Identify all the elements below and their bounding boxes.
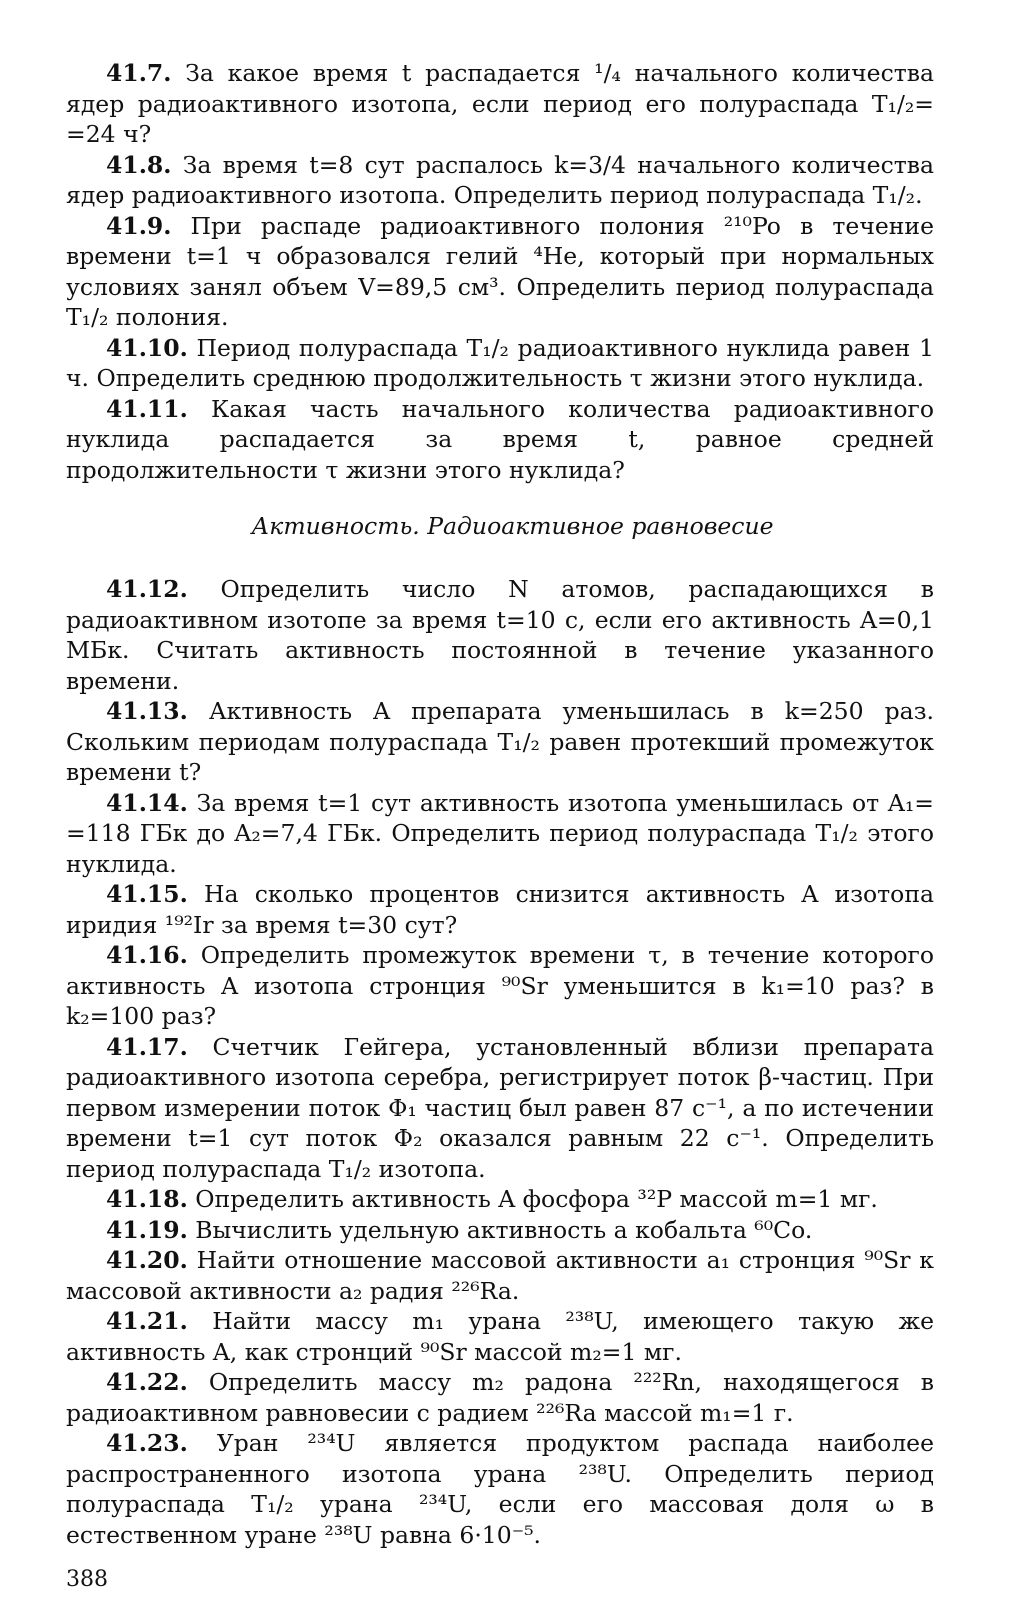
problem-text: Уран ²³⁴U является продуктом распада наиболее распространенного изотопа урана ²³⁸U. Определить период полураспада T₁/₂ урана ²³⁴U, если его массовая доля ω в естественном уране ²³⁸U равна 6·10⁻⁵. (66, 1429, 934, 1549)
problems-block-2 (66, 574, 934, 1550)
problem-number: 41.11. (106, 394, 188, 423)
problem-paragraph (66, 696, 934, 788)
problem-paragraph (66, 394, 934, 486)
problem-paragraph (66, 1215, 934, 1246)
problem-text: Определить массу m₂ радона ²²²Rn, находящегося в радиоактивном равновесии с радием ²²⁶Ra массой m₁=1 г. (66, 1368, 934, 1427)
problem-text: Определить число N атомов, распадающихся в радиоактивном изотопе за время t=10 с, если его активность A=0,1 МБк. Считать активность постоянной в течение указанного времени. (66, 575, 934, 695)
section-heading: Активность. Радиоактивное равновесие (251, 512, 774, 540)
problem-text: При распаде радиоактивного полония ²¹⁰Po в течение времени t=1 ч образовался гелий ⁴He, который при нормальных условиях занял объем V=89,5 см³. Определить период полураспада T₁/₂ полония. (66, 211, 934, 331)
problem-text: Счетчик Гейгера, установленный вблизи препарата радиоактивного изотопа серебра, регистрирует поток β-частиц. При первом измерении поток Φ₁ частиц был равен 87 с⁻¹, а по истечении времени t=1 сут поток Φ₂ оказался равным 22 с⁻¹. Определить период полураспада T₁/₂ изотопа. (66, 1032, 934, 1183)
problem-text: Определить активность A фосфора ³²P массой m=1 мг. (195, 1185, 878, 1213)
problem-text: Период полураспада T₁/₂ радиоактивного нуклида равен 1 ч. Определить среднюю продолжительность τ жизни этого нуклида. (66, 333, 934, 392)
problem-text: За какое время t распадается ¹/₄ начального количества ядер радиоактивного изотопа, если период его полураспада T₁/₂= =24 ч? (66, 59, 934, 148)
problem-number: 41.16. (106, 941, 188, 969)
problem-number: 41.14. (106, 788, 188, 817)
problem-paragraph (66, 1306, 934, 1367)
page-number: 388 (66, 1567, 108, 1592)
problem-paragraph (66, 150, 934, 211)
problem-paragraph (66, 1032, 934, 1185)
problem-number: 41.23. (106, 1429, 188, 1457)
problem-paragraph (66, 940, 934, 1032)
problem-text: Найти массу m₁ урана ²³⁸U, имеющего такую же активность A, как стронций ⁹⁰Sr массой m₂=1 мг. (66, 1307, 934, 1366)
problem-number: 41.15. (106, 880, 188, 908)
problem-number: 41.18. (106, 1185, 188, 1213)
problem-number: 41.9. (106, 211, 172, 240)
problem-paragraph (66, 1428, 934, 1550)
problem-text: Активность A препарата уменьшилась в k=250 раз. Скольким периодам полураспада T₁/₂ равен протекший промежуток времени t? (66, 697, 934, 786)
problem-paragraph (66, 1367, 934, 1428)
problems-block-1 (66, 58, 934, 485)
problem-number: 41.10. (106, 333, 188, 362)
problem-number: 41.20. (106, 1246, 188, 1274)
problem-paragraph (66, 1184, 934, 1215)
problem-paragraph (66, 788, 934, 880)
problem-number: 41.19. (106, 1215, 188, 1244)
problem-number: 41.21. (106, 1307, 188, 1335)
problem-paragraph (66, 58, 934, 150)
problem-text: На сколько процентов снизится активность A изотопа иридия ¹⁹²Ir за время t=30 сут? (66, 880, 934, 939)
problem-text: За время t=8 сут распалось k=3/4 начального количества ядер радиоактивного изотопа. Определить период полураспада T₁/₂. (66, 150, 934, 209)
problem-text: Какая часть начального количества радиоактивного нуклида распадается за время t, равное средней продолжительности τ жизни этого нуклида? (66, 394, 934, 484)
problem-text: Определить промежуток времени τ, в течение которого активность A изотопа стронция ⁹⁰Sr уменьшится в k₁=10 раз? в k₂=100 раз? (66, 941, 934, 1030)
problem-text: За время t=1 сут активность изотопа уменьшилась от A₁= =118 ГБк до A₂=7,4 ГБк. Определить период полураспада T₁/₂ этого нуклида. (66, 788, 934, 878)
problem-paragraph (66, 1245, 934, 1306)
problem-number: 41.7. (106, 59, 172, 87)
problem-paragraph (66, 574, 934, 696)
problem-number: 41.17. (106, 1032, 188, 1061)
problem-text: Найти отношение массовой активности a₁ стронция ⁹⁰Sr к массовой активности a₂ радия ²²⁶Ra. (66, 1246, 934, 1305)
problem-text: Вычислить удельную активность a кобальта ⁶⁰Co. (195, 1215, 813, 1244)
problem-paragraph (66, 211, 934, 333)
problem-number: 41.12. (106, 575, 188, 603)
problem-number: 41.8. (106, 150, 172, 179)
problem-paragraph (66, 333, 934, 394)
problem-paragraph (66, 879, 934, 940)
problem-number: 41.22. (106, 1368, 188, 1396)
problem-number: 41.13. (106, 697, 188, 725)
